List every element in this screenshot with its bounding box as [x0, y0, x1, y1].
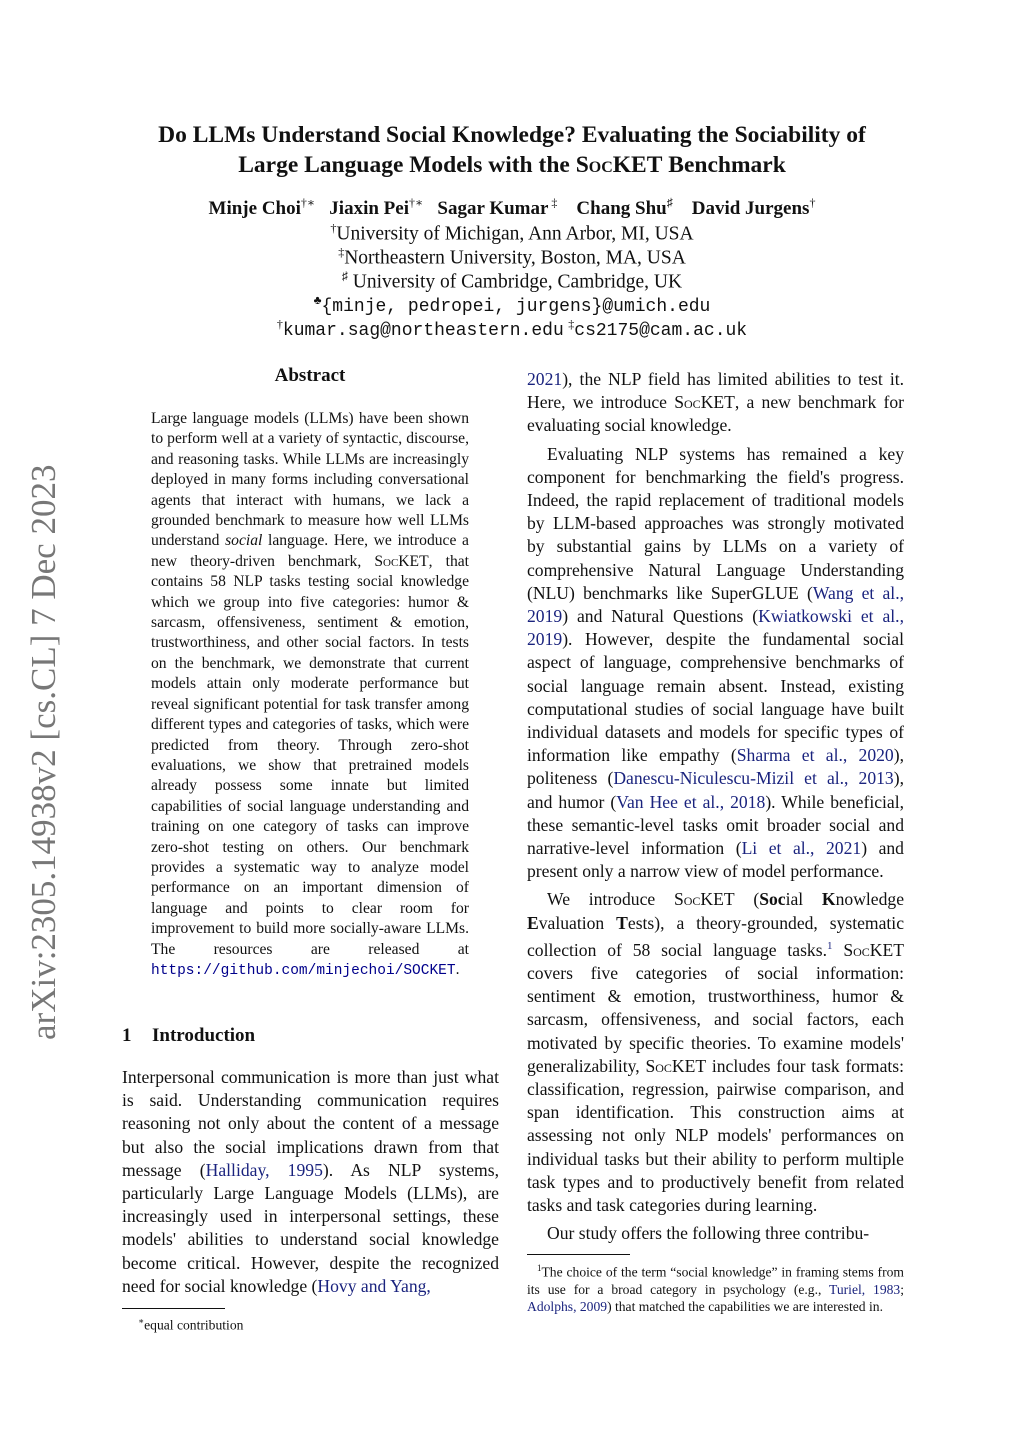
paragraph: 2021), the NLP field has limited abilities to test it. Here, we introduce SocKET, a new benchmark for evaluating social knowledge.: [527, 369, 904, 436]
email-cambridge[interactable]: cs2175@cam.ac.uk: [574, 321, 748, 341]
citation-link[interactable]: Halliday, 1995: [205, 1159, 323, 1180]
citation-link[interactable]: Turiel, 1983: [829, 1281, 901, 1297]
affiliation: ♯ University of Cambridge, Cambridge, UK: [341, 269, 683, 293]
citation-link[interactable]: Hovy and Yang,: [317, 1275, 431, 1296]
citation-link[interactable]: Sharma et al., 2020: [736, 745, 894, 766]
email-northeastern[interactable]: kumar.sag@northeastern.edu: [282, 321, 564, 341]
email-line-2: †kumar.sag@northeastern.edu ‡cs2175@cam.ac.uk: [276, 317, 748, 341]
paper-title: [100, 120, 924, 180]
author: Minje Choi†∗: [208, 196, 316, 220]
paragraph: We introduce SocKET (Social Knowledge Evaluation Tests), a theory-grounded, systematic collection of 58 social language tasks.$^1$ SocKET covers five categories of social information: sentiment & emotion, trustworthiness, humor & sarcasm, offensiveness, and social factors, each motivated by specific theories. To examine models' generalizability, SocKET includes four task formats: classification, regression, pairwise comparison, and span identification. This construction aims at assessing not only NLP models' performances on individual tasks but their ability to perform multiple task types and to productively benefit from related tasks and task categories during learning.: [527, 889, 905, 1215]
footnote-equal-contribution: ∗equal contribution: [138, 1316, 244, 1333]
section-heading-introduction: 1 Introduction: [122, 1025, 256, 1046]
abstract-body: Large language models (LLMs) have been shown to perform well at a variety of syntactic, discourse, and reasoning tasks. While LLMs are increasingly deployed in many forms including conversational agents that interact with humans, we lack a grounded benchmark to measure how well LLMs understand social language. Here, we introduce a new theory-driven benchmark, SocKET, that contains 58 NLP tasks testing social knowledge which we group into five categories: humor & sarcasm, offensiveness, sentiment & emotion, trustworthiness, and other social factors. In tests on the benchmark, we demonstrate that current models attain only moderate performance but reveal significant potential for task transfer among different types and categories of tasks, which were predicted from theory. Through zero-shot evaluations, we show that pretrained models already possess some innate but limited capabilities of social language understanding and training on one category of tasks can improve zero-shot testing on others. Our benchmark provides a systematic way to analyze model performance on an important dimension of language and points to clear room for improvement to build more socially-aware LLMs. The resources are released at https://github.com/minjechoi/SOCKET.: [151, 410, 469, 979]
citation-link[interactable]: 2021: [527, 369, 563, 389]
affiliation: †University of Michigan, Ann Arbor, MI, USA: [330, 221, 694, 245]
arxiv-stamp: arXiv:2305.14938v2 [cs.CL] 7 Dec 2023: [24, 464, 63, 1040]
title-line-2: [100, 150, 924, 180]
citation-link[interactable]: Wang et al., 2019: [527, 582, 904, 627]
author: Sagar Kumar ‡: [437, 196, 558, 220]
citation-link[interactable]: Danescu-Niculescu-Mizil et al., 2013: [613, 768, 894, 789]
github-link[interactable]: https://github.com/minjechoi/SOCKET: [151, 962, 456, 979]
author: Jiaxin Pei†∗: [329, 196, 424, 220]
email-line-1: ♣{minje, pedropei, jurgens}@umich.edu: [313, 293, 711, 317]
citation-link[interactable]: Adolphs, 2009: [527, 1298, 608, 1314]
abstract-heading: Abstract: [274, 365, 346, 386]
citation-link[interactable]: Van Hee et al., 2018: [616, 791, 766, 812]
paragraph: Our study offers the following three contribu-: [547, 1223, 870, 1244]
title-socket: SocKET: [575, 152, 663, 178]
footnote-marker[interactable]: 1: [826, 939, 833, 952]
footnote-rule: [527, 1254, 630, 1255]
paragraph: Evaluating NLP systems has remained a key component for benchmarking the field's progress. Indeed, the rapid replacement of traditional models by LLM-based approaches was strongly motivated by substantial gains by LLMs on a variety of comprehensive Natural Language Understanding (NLU) benchmarks like SuperGLUE (Wang et al., 2019) and Natural Questions (Kwiatkowski et al., 2019). However, despite the fundamental social aspect of language, comprehensive benchmarks of social language remain absent. Instead, existing computational studies of social language have built individual datasets and models for specific types of information like empathy (Sharma et al., 2020), politeness (Danescu-Niculescu-Mizil et al., 2013), and humor (Van Hee et al., 2018). While beneficial, these semantic-level tasks omit broader social and narrative-level information (Li et al., 2021) and present only a narrow view of model performance.: [527, 443, 904, 882]
author: Chang Shu♯: [576, 196, 673, 220]
citation-link[interactable]: Kwiatkowski et al., 2019: [527, 606, 904, 650]
footnote-social-knowledge: $^1$The choice of the term “social knowledge” in framing stems from its use for a broad category in psychology (e.g., Turiel, 1983; Adolphs, 2009) that matched the capabilities we are interested in.: [527, 1263, 904, 1314]
affiliation: ‡Northeastern University, Boston, MA, USA: [338, 245, 686, 269]
footnote-rule: [122, 1308, 225, 1309]
title-line-2-post: Benchmark: [662, 152, 786, 178]
intro-paragraph: Interpersonal communication is more than just what is said. Understanding communication requires reasoning not only about the content of a message but also the social implications drawn from that message (Halliday, 1995). As NLP systems, particularly Large Language Models (LLMs), are increasingly used in interpersonal settings, these models' abilities to understand social knowledge become critical. However, despite the recognized need for social knowledge (Hovy and Yang,: [122, 1067, 499, 1296]
title-line-2-pre: Large Language Models with the: [238, 152, 576, 178]
author: David Jurgens†: [691, 196, 816, 220]
right-column-text: [527, 368, 904, 1245]
title-line-1: Do LLMs Understand Social Knowledge? Evaluating the Sociability of: [158, 122, 866, 148]
citation-link[interactable]: Li et al., 2021: [741, 838, 862, 859]
email-umich[interactable]: {minje, pedropei, jurgens}@umich.edu: [321, 297, 711, 317]
